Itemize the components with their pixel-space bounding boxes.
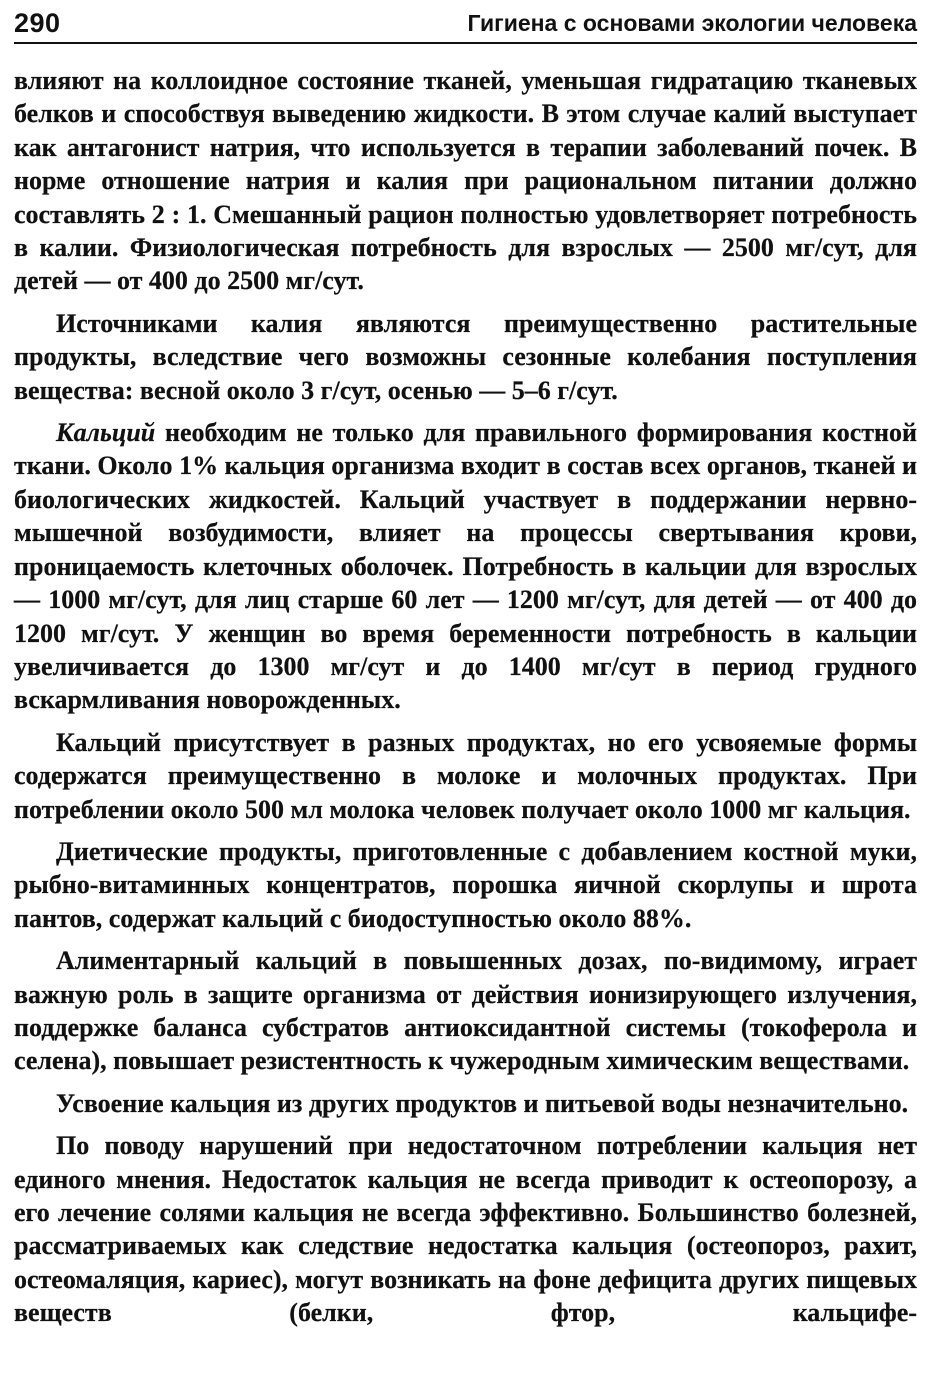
- running-title: Гигиена с основами экологии человека: [467, 10, 917, 36]
- paragraph-potassium-sources: Источниками калия являются преимущественно растительные продукты, вследствие чего возможны сезонные колебания поступления вещества: весной около 3 г/сут, осенью — 5–6 г/сут.: [14, 308, 917, 405]
- body-text: [14, 64, 917, 1330]
- paragraph-calcium-intro-text: необходим не только для правильного формирования костной ткани. Около 1% кальция организма входит в состав всех органов, тканей и биологических жидкостей. Кальций участвует в поддержании нервно-мышечной возбудимости, влияет на процессы свертывания крови, проницаемость клеточных оболочек. Потребность в кальции для взрослых — 1000 мг/сут, для лиц старше 60 лет — 1200 мг/сут, для детей — от 400 до 1200 мг/сут. У женщин во время беременности потребность в кальции увеличивается до 1300 мг/сут и до 1400 мг/сут в период грудного вскармливания новорожденных.: [14, 418, 917, 715]
- paragraph-calcium-products: Кальций присутствует в разных продуктах, но его усвояемые формы содержатся преимущественно в молоке и молочных продуктах. При потреблении около 500 мл молока человек получает около 1000 мг кальция.: [14, 727, 917, 824]
- paragraph-calcium-deficiency: По поводу нарушений при недостаточном потреблении кальция нет единого мнения. Недостаток кальция не всегда приводит к остеопорозу, а его лечение солями кальция не всегда эффективно. Большинство болезней, рассматриваемых как следствие недостатка кальция (остеопороз, рахит, остеомаляция, кариес), могут возникать на фоне дефицита других пищевых веществ (белки, фтор, кальцифе-: [14, 1131, 917, 1328]
- paragraph-potassium-effects: влияют на коллоидное состояние тканей, уменьшая гидратацию тканевых белков и способствуя выведению жидкости. В этом случае калий выступает как антагонист натрия, что используется в терапии заболеваний почек. В норме отношение натрия и калия при рациональном питании должно составлять 2 : 1. Смешанный рацион полностью удовлетворяет потребность в калии. Физиологическая потребность для взрослых — 2500 мг/сут, для детей — от 400 до 2500 мг/сут.: [14, 66, 917, 296]
- book-page: [14, 0, 917, 1339]
- paragraph-dietary-products: Диетические продукты, приготовленные с добавлением костной муки, рыбно-витаминных концентратов, порошка яичной скорлупы и шрота пантов, содержат кальций с биодоступностью около 88%.: [14, 836, 917, 933]
- paragraph-alimentary-calcium: Алиментарный кальций в повышенных дозах, по-видимому, играет важную роль в защите организма от действия ионизирующего излучения, поддержке баланса субстратов антиоксидантной системы (токоферола и селена), повышает резистентность к чужеродным химическим веществами.: [14, 946, 917, 1076]
- page-header: [14, 0, 917, 44]
- page-number: 290: [14, 8, 61, 38]
- term-calcium: Кальций: [56, 418, 156, 448]
- paragraph-calcium-absorption: Усвоение кальция из других продуктов и питьевой воды незначительно.: [56, 1088, 909, 1118]
- paragraph-calcium-intro: [14, 416, 917, 717]
